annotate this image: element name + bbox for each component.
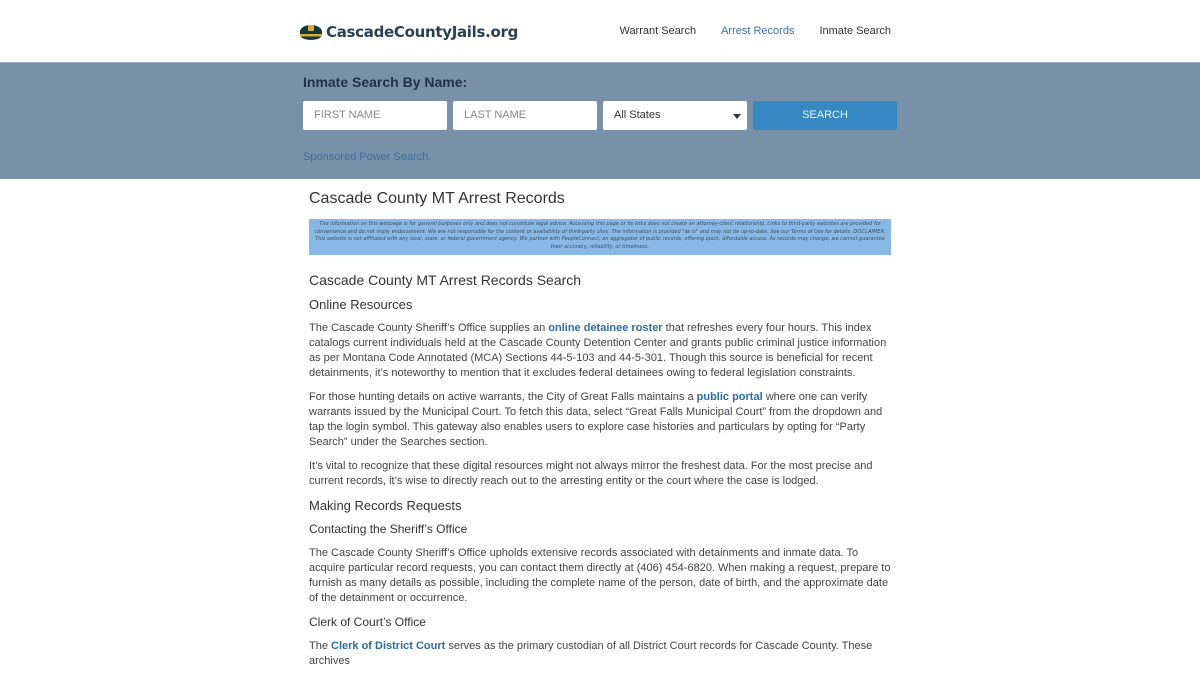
clerk-of-court-heading: Clerk of Court’s Office xyxy=(309,615,426,629)
nav-arrest-records[interactable]: Arrest Records xyxy=(721,25,795,37)
inmate-search-band xyxy=(0,62,1200,179)
last-name-input[interactable]: LAST NAME xyxy=(453,101,597,130)
paragraph-clerk-court: The Clerk of District Court serves as the primary custodian of all District Court records for Cascade County. These archives xyxy=(309,640,873,667)
search-heading: Cascade County MT Arrest Records Search xyxy=(309,272,582,288)
paragraph-detainee-roster: The Cascade County Sheriff’s Office supplies an online detainee roster that refreshes every four hours. This index catalogs current individuals held at the Cascade County Detention Center and grants public criminal justice information as per Montana Code Annotated (MCA) Sections 44-5-103 and 44-5-301. Though this source is beneficial for recent detainments, it’s noteworthy to mention that it excludes federal detainees owing to federal legislation constraints. xyxy=(309,322,887,379)
paragraph-sheriff-requests: The Cascade County Sheriff’s Office upholds extensive records associated with detainments and inmate data. To acquire particular record requests, you can contact them directly at (406) 454-6820. When making a request, prepare to furnish as many details as possible, including the complete name of the person, date of birth, and the approximate date of the detainment or occurrence. xyxy=(309,547,891,604)
search-button[interactable]: SEARCH xyxy=(753,101,897,130)
main-nav xyxy=(619,25,891,37)
nav-inmate-search[interactable]: Inmate Search xyxy=(819,25,891,37)
sponsored-power-search-link[interactable]: Sponsored Power Search. xyxy=(303,151,432,163)
search-title: Inmate Search By Name: xyxy=(303,74,468,90)
logo-text: CascadeCountyJails.org xyxy=(326,23,519,41)
public-portal-link[interactable]: public portal xyxy=(696,391,763,403)
disclaimer-banner: The information on this webpage is for general purposes only and does not constitute legal advice. Accessing this page or its links does not create an attorney-client relationship. Links to third-party websites are provided for convenience and do not imply endorsement. We are not responsible for the content or availability of third-party sites. The information is provided "as is" and may not be up-to-date. See our Terms of Use for details. DISCLAIMER: This website is not affiliated with any local, state, or federal government agency. We partner with PeopleConnect, an aggregator of public records, offering quick, affordable access. As records may change, we cannot guarantee their accuracy, reliability, or timeliness. xyxy=(309,219,891,255)
paragraph-freshness-note: It’s vital to recognize that these digital resources might not always mirror the freshest data. For the most precise and current records, it’s wise to directly reach out to the arresting entity or the court where the case is lodged. xyxy=(309,460,873,487)
site-logo[interactable] xyxy=(298,20,518,44)
nav-warrant-search[interactable]: Warrant Search xyxy=(619,25,697,37)
page-title: Cascade County MT Arrest Records xyxy=(309,190,565,207)
site-header xyxy=(0,0,1200,62)
state-select[interactable] xyxy=(603,101,747,130)
paragraph-public-portal: For those hunting details on active warrants, the City of Great Falls maintains a public portal where one can verify warrants issued by the Municipal Court. To fetch this data, select “Great Falls Municipal Court” from the dropdown and tap the login symbol. This gateway also enables users to explore case histories and particulars by opting for “Party Search” under the Searches section. xyxy=(309,391,883,448)
caret-down-icon xyxy=(733,114,741,119)
records-requests-heading: Making Records Requests xyxy=(309,498,462,513)
online-detainee-roster-link[interactable]: online detainee roster xyxy=(548,322,663,334)
state-select-value: All States xyxy=(614,109,661,121)
first-name-input[interactable]: FIRST NAME xyxy=(303,101,447,130)
sheriff-office-heading: Contacting the Sheriff’s Office xyxy=(309,522,468,536)
article-content xyxy=(309,190,891,678)
police-cap-icon xyxy=(298,20,324,44)
online-resources-heading: Online Resources xyxy=(309,297,413,312)
clerk-of-district-court-link[interactable]: Clerk of District Court xyxy=(331,640,446,652)
